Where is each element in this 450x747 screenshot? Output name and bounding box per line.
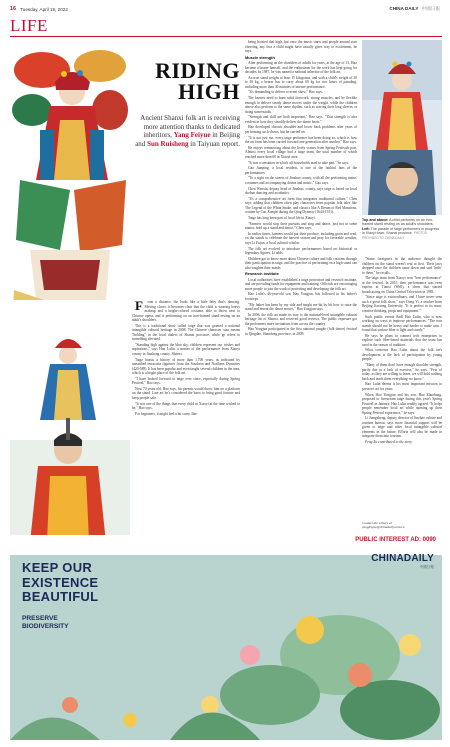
ad-title-line-2: EXISTENCE [22, 574, 99, 590]
paragraph: "I have looked forward to taige ever since, especially during Spring Festival," Hao says. [132, 376, 240, 386]
article-column-3 [362, 257, 442, 446]
paragraph: After performing on the shoulders of adults for years, at the age of 15, Hao became a bearer himself, and the enthusiasm for the work has kept going for decades. In 1987, he was named a national inheritor of the folk art. [245, 61, 357, 74]
ad-notice: PUBLIC INTEREST AD: 0090 [355, 537, 436, 543]
performer-photo-right [362, 40, 442, 215]
author-2: Sun Ruisheng [147, 139, 189, 148]
paragraph: In 2006, the folk art made its way to the national-level intangible cultural heritage list of Shanxi, and received good reviews. The public exposure got the performers more invitations from across the country. [245, 312, 357, 326]
paragraph: The folk art evolved to introduce performances based on historical or legendary figures, Li adds. [245, 246, 357, 255]
paragraph: For beginners, it might feel a bit scary, like [135, 411, 197, 416]
contact-writers [362, 521, 442, 530]
paragraph: "It's demanding to deliver a recent show," Hao says. [248, 90, 323, 95]
paragraph: An iron stand weighs at least 15 kilograms, and with a child's weight of 20 to 30 kg, a bearer has to carry about 60 kg for two hours of parading, including more than 30 minutes of intense performance. [245, 75, 357, 89]
paragraph: "Many of them don't have enough shoulder strength, partly due to a lack of exercise," he says. "Few of today, as they are willing to learn, we will hold nothing back and teach them everything we know." [362, 363, 442, 381]
article-deck [132, 114, 240, 148]
author-1: Yang Feiyue [173, 131, 211, 140]
page-number: 16 [10, 6, 17, 12]
paragraph: The bearers need to hone solid footwork, strong muscles, and be flexible enough to deliver steady dance moves under the weight, while the children above also perform to the same rhythm, such as waving their long sleeves or doing somersaults. [245, 96, 357, 114]
deck-mid: in Beijing and [135, 131, 240, 148]
subhead-research-institute: Research institute [245, 271, 279, 277]
paragraph: Now 70 years old, Hao says, his parents would throw him on a platform on the stand. Late art he's considered the basis to bring good fortune and keep people safe. [132, 386, 240, 400]
paragraph: Hao Yongjun participated in the first national yangko (folk dance) festival in Qingdao, Shandong province, in 2009. [245, 327, 357, 336]
page-header [10, 4, 440, 14]
paragraph: "Some foreigners in the audience thought the children on the stand weren't real at first. Their jaws dropped once the children came down and said 'hello' to them," he recalls. [362, 257, 442, 275]
ad-title-line-1: KEEP OUR [22, 560, 93, 575]
paragraph: The taige team from Xiaoyi won "best performance" at the festival. In 2015, their performance was even experts at Tianxi (Well), a show that started broadcasting on China Central Television in 1983. [362, 276, 442, 294]
deck-text: Ancient Shanxi folk art is receiving more attention thanks to dedicated inheritors, [140, 114, 240, 140]
performer-photo-top [10, 40, 130, 340]
paragraph: "It was a sensation in which all households used to take part," he says. [248, 160, 350, 165]
paragraph: Hao Lulin's 46-year-old son, Hao Yongjun, has followed in his father's footsteps. [245, 292, 357, 301]
paragraph: In earlier times, farmers would put their produce, including grain and reed, on the stands to celebrate the harvest season and pray for favorable weather, says Li Fujun, a local cultural scholar. [245, 231, 357, 245]
paragraph: "Farmers would stop their pursuits and sing and dance, just not in some manor, hold up a stand and dance," Chen says. [245, 221, 357, 231]
contact-email[interactable]: yangfeiyue@chinadaily.com.cn [362, 525, 405, 530]
headline-line-2: HIGH [178, 79, 240, 104]
ad-logo-chinese: 中國日報 [419, 565, 434, 569]
photo-credit: PHOTOS PROVIDED TO CHINA DAILY [362, 231, 428, 240]
paragraph: Children got to know more about Chinese culture and folk customs through their participation in taige, and the practice of performing on a high stand can also toughen their minds. [245, 256, 357, 270]
paragraph: "Strength and skill are both important," Hao says. "That strength is also evident in how they steadily deliver the dance beats." [245, 115, 357, 124]
paragraph: being hoisted that high, but once the music starts and people around start cheering, any fear a child might have usually gives way to excitement, he says. [245, 40, 357, 53]
paragraph: "Standing high against the blue sky, children represent our wishes and aspirations," says Han Lulin, a master of the performance from Xiaoyi county in Jinzhong county, Shanxi. [132, 342, 240, 356]
contributor-note: Feng Xu contributed to the story. [365, 439, 413, 444]
article-column-1 [132, 300, 240, 418]
drop-cap: F [135, 298, 143, 314]
paragraph: "Since taige is extraordinary, and I have never seen such a great folk show," says Dong Yi, a teacher from Beijing Jiaotong University. "It is perfect in its stunt, creative thinking, props and equipment." [362, 295, 442, 313]
article-headline [150, 60, 240, 102]
paragraph: Chen Wenxia, deputy head of Jinzhao, county, says taige is based on local shehuo dancing and acrobatics. [245, 186, 357, 196]
paragraph: Hao Lulin deems it his most important mission to preserve art for years. [362, 382, 442, 391]
paragraph: "My father has been by my side and taught me bit by bit how to raise the stand and invent the dance moves," Hao Yongjun says. [245, 302, 357, 312]
paragraph: He says he plans to connect tech enterprises to explore such fiber-based materials that the team has used in the season of tradition. [362, 333, 442, 347]
masthead-chinese: 中國日報 [421, 6, 440, 11]
paragraph: Li Jiangzheng, deputy director of Jinzhao culture and tourism bureau, says more financial support will be given to taige and other local intangible cultural elements in the future. Efforts will also be made to integrate them into tourism. [362, 416, 442, 439]
paragraph: "It was one of the things that every child in Xiaoyi at the time wished to be," Hao says. [132, 401, 240, 411]
ad-logo: CHINADAILY [371, 553, 434, 564]
paragraph: Such public events thrill Hao Lulin, who is now working on ways to improve performances. "The iron stands should not be heavy and harder to make rain. I found that surface fiber is light and sturdy." [362, 314, 442, 333]
paragraph: What concerns Hao Lulin about the folk art's development is the lack of participation by young people. [362, 348, 442, 362]
subhead-muscle-strength: Muscle strength [245, 54, 275, 60]
taige-performer-illustration [10, 40, 130, 340]
paragraph: "To a sight on the streets of Jinzhao county, with all the performing teams' costumes and accompanying drums and music," Gao says. [245, 176, 357, 185]
section-title: LIFE [10, 16, 48, 35]
contact-label: Contact the writers at [362, 521, 392, 525]
masthead [389, 6, 440, 12]
paragraph: "It is not just me, every taige performer has been doing so, which is how the art form has been carried forward one generation after another," Hao says. [245, 135, 357, 145]
caption-lead: Top and above: [362, 218, 389, 222]
ad-subtitle-line-1: PRESERVE [22, 615, 58, 622]
child-performer-illustration [362, 40, 442, 215]
paragraph: Taige boasts a history of more than 1,700 years, as indicated by unearthed terracotta figurines from the Southern and Northern Dynasties (420-589). It has been popular and even taught several children in the area, which is a bright place of the folk art. [132, 357, 240, 376]
paragraph: He enjoys reminiscing about the lively scenes from Spring Festivals past. Almost every local village had a taige team, the total number of which reached more than 60 in Xiaoyi area. [245, 145, 357, 159]
paragraph: F rom a distance, the looks like a little fairy that's dancing. Moving closer, it becomes clear that the child is wearing heavy makeup and a bright-colored costume, able to throw next to Chinese opera, and is performing on an iron-framed stand resting on an adult's shoulders. [132, 298, 240, 322]
public-interest-ad [10, 535, 442, 740]
paragraph: When Hao Yongjun and his son, Hao Zhuobang, proposed to livestream taige during this year's Spring Festival in January, Hao Lulin readily agreed. "It helps people remember local art while opening up their Spring Festival experience," he says. [362, 392, 442, 415]
paragraph: Hao developed chronic shoulder and lower back problems after years of performing such shows, but he carried on. [245, 125, 357, 134]
paragraph: Taige has long been part of local life in Xiaoyi. [248, 215, 316, 220]
issue-date: Tuesday, April 19, 2022 [20, 6, 68, 12]
headline-line-1: RIDING [155, 58, 240, 83]
masthead-name: CHINA DAILY [389, 6, 419, 11]
paragraph: "It's a comprehensive art form that integrates traditional culture," Chen says, adding that children often play characters from popular folk tales like The Legend of the White Snake, and classics like A Dream of Red Mansions, written by Cao Xueqin during the Qing Dynasty (1644-1911). [245, 196, 357, 215]
paragraph: This is a traditional show called taige that was granted a national intangible cultural heritage in 2008. The Chinese character xiao means "holding" in the local dialect of Shanxi province, while ge refers to something elevated. [132, 323, 240, 342]
ad-subtitle-line-2: BIODIVERSITY [22, 623, 69, 630]
ad-subtitle [22, 615, 69, 631]
article-column-2 [245, 40, 357, 338]
photo-caption: Top and above: A child performs on an iron-framed stand resting on an adult's shoulders. Left: The parade of taige performers in progress in Xiaoyi town, Shanxi province. PHOTOS PROVIDED TO CHINA DAILY [362, 218, 440, 240]
section-divider [10, 36, 442, 37]
deck-end: in Taiyuan report. [188, 139, 240, 148]
paragraph: Gao Jianping, a local resident, is one of the faithful fans of the performances. [245, 166, 357, 175]
paragraph: Local authorities have established a taige protection and research institute, and are providing funds for equipment and training. Officials are encouraging more people to join the work of protecting and developing the folk art. [245, 277, 357, 291]
caption-lead-2: Left: [362, 226, 370, 231]
ad-title [22, 561, 98, 605]
ad-title-line-3: BEAUTIFUL [22, 589, 99, 604]
